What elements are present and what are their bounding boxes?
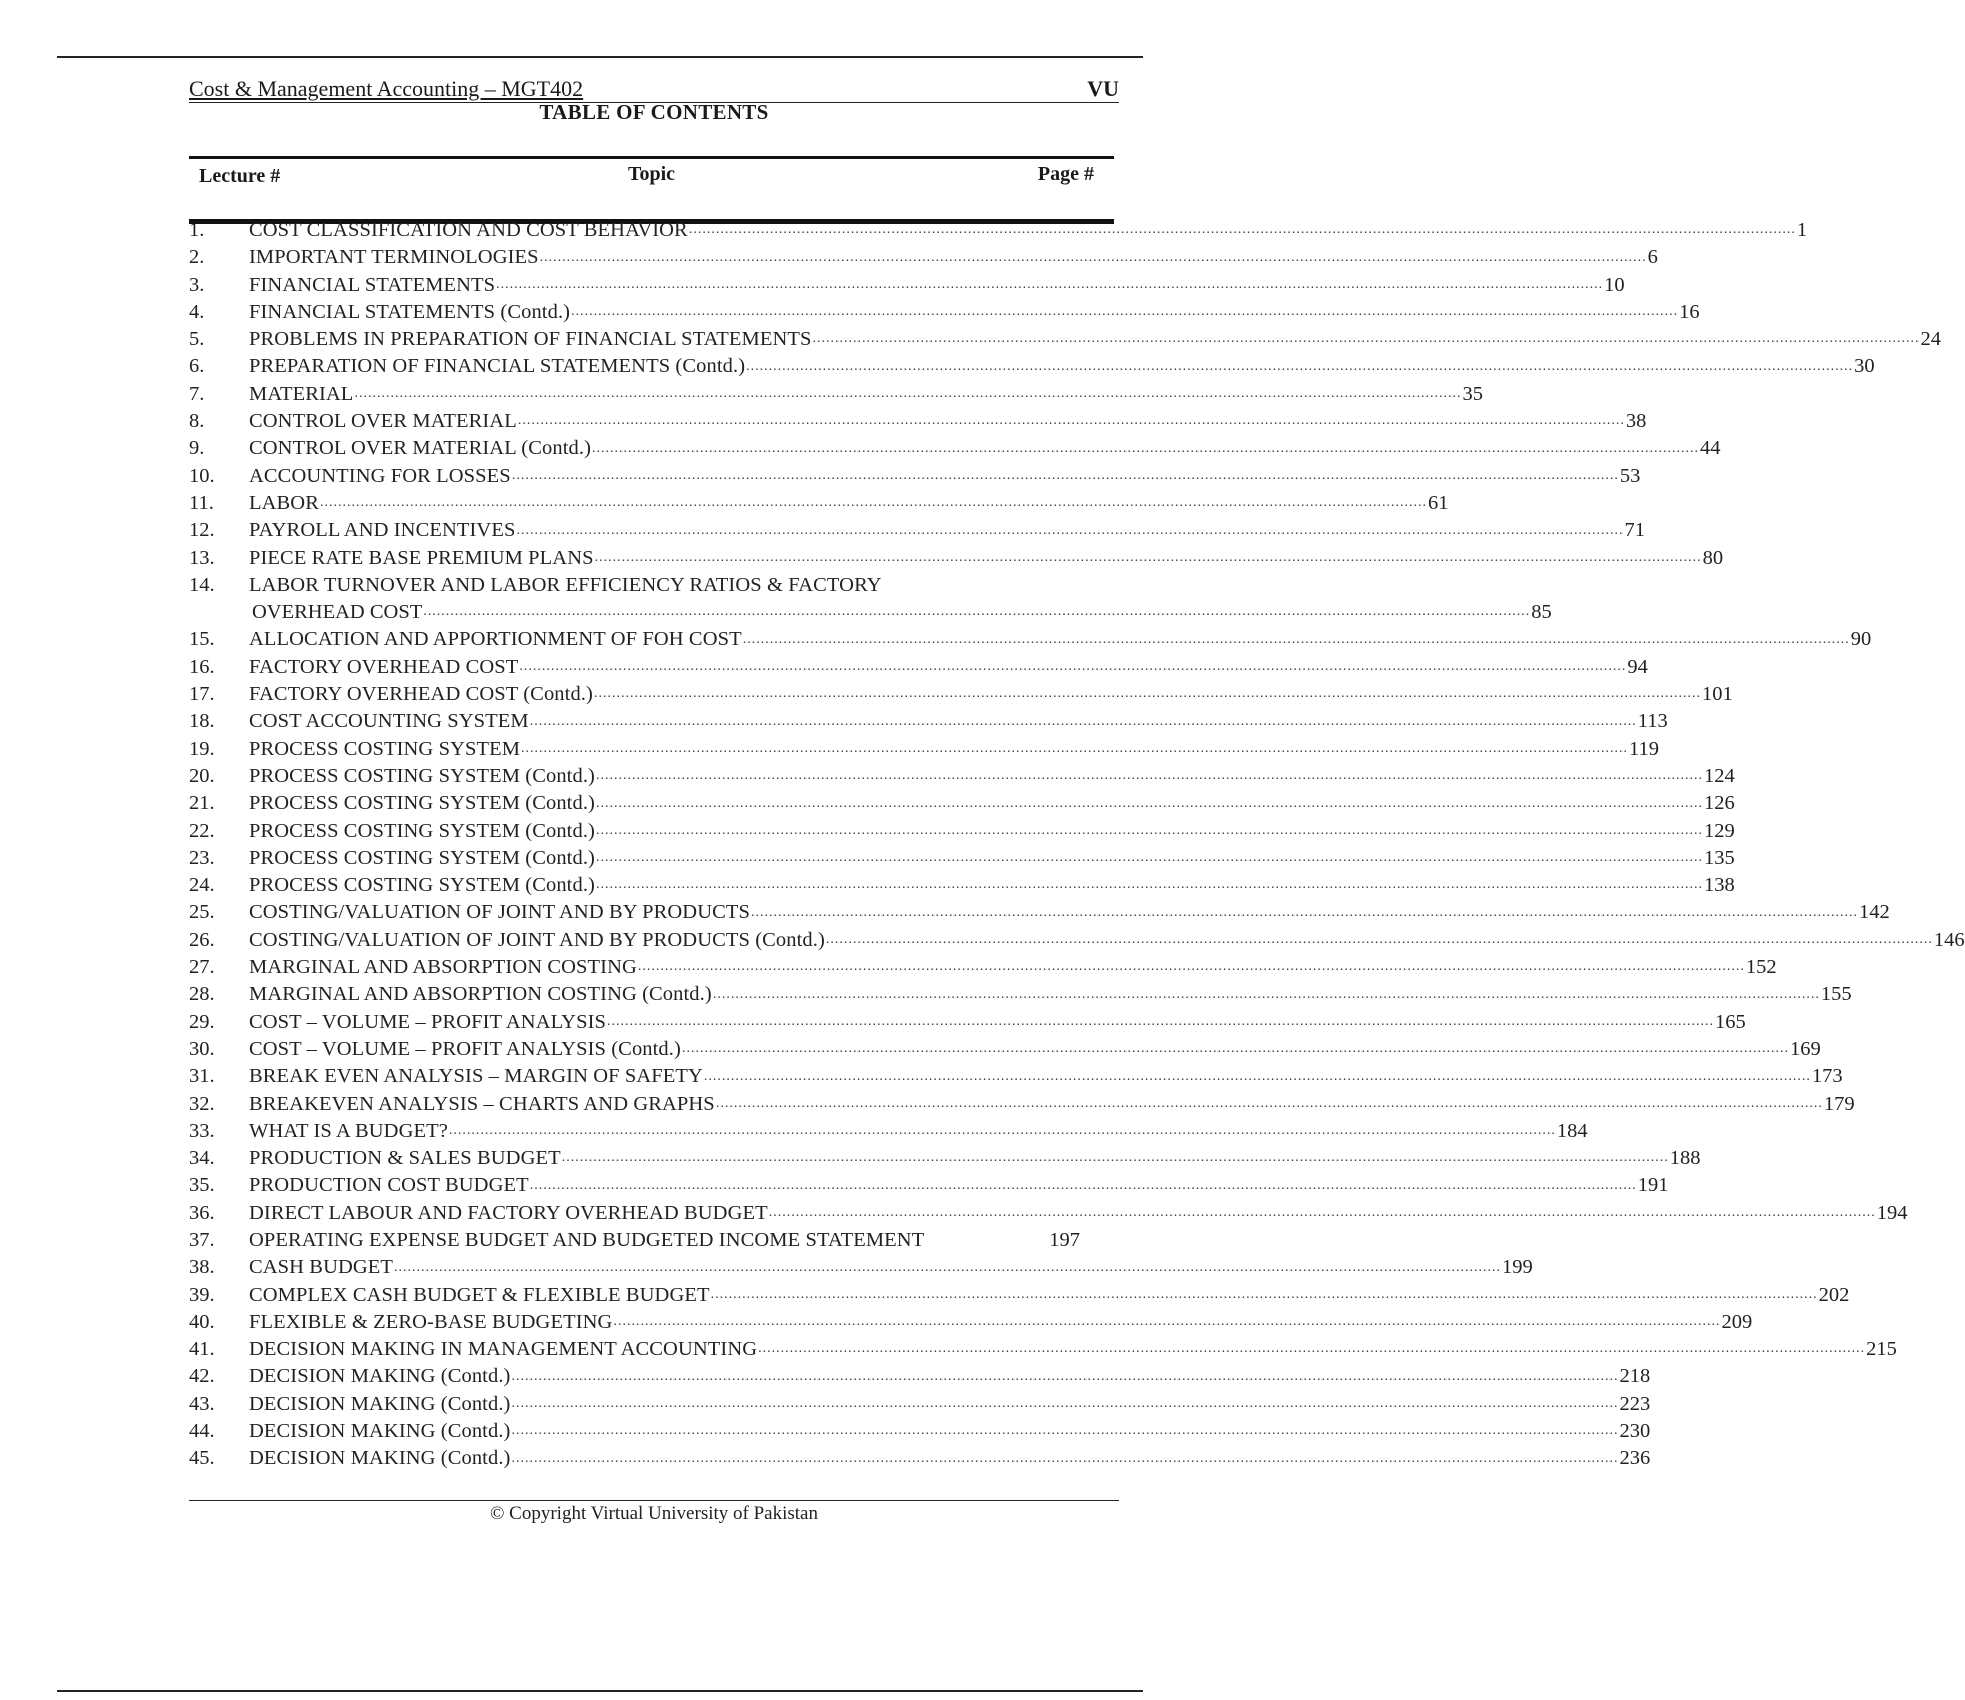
dot-leader: [813, 329, 1920, 349]
page-number: 179: [1823, 1092, 1855, 1115]
toc-entry[interactable]: [189, 1363, 1651, 1390]
toc-entry-body: [249, 872, 1735, 899]
lecture-number: 31.: [189, 1065, 215, 1088]
lecture-topic: COSTING/VALUATION OF JOINT AND BY PRODUCTS (Contd.): [249, 928, 825, 951]
toc-entry-body: [249, 708, 1668, 735]
toc-entry[interactable]: [189, 463, 1641, 490]
page-number: 173: [1811, 1065, 1843, 1088]
toc-entry-body: [249, 818, 1735, 845]
lecture-topic: MATERIAL: [249, 382, 354, 405]
lecture-topic: PAYROLL AND INCENTIVES: [249, 519, 516, 542]
toc-entry-body: [249, 1363, 1651, 1390]
dot-leader: [746, 357, 1853, 377]
dot-leader: [638, 957, 1745, 977]
lecture-topic: PROBLEMS IN PREPARATION OF FINANCIAL STATEMENTS: [249, 328, 812, 351]
lecture-number: 6.: [189, 355, 205, 378]
toc-entry-body: [249, 1336, 1897, 1363]
toc-entry[interactable]: [189, 818, 1735, 845]
toc-entry-body: [249, 1391, 1651, 1418]
page-number: 230: [1619, 1420, 1651, 1443]
dot-leader: [511, 1449, 1618, 1469]
lecture-topic: PROCESS COSTING SYSTEM (Contd.): [249, 874, 595, 897]
toc-entry[interactable]: [189, 517, 1645, 544]
lecture-topic: BREAK EVEN ANALYSIS – MARGIN OF SAFETY: [249, 1065, 703, 1088]
toc-entry-body: [249, 244, 1658, 271]
toc-entry-body: [249, 1091, 1855, 1118]
toc-entry-body: [249, 763, 1735, 790]
toc-entry[interactable]: [189, 1391, 1651, 1418]
toc-entry-body: [249, 1254, 1533, 1281]
lecture-number: 32.: [189, 1092, 215, 1115]
dot-leader: [354, 384, 1461, 404]
toc-entry-body: [249, 545, 1724, 572]
lecture-topic: FLEXIBLE & ZERO-BASE BUDGETING: [249, 1310, 613, 1333]
toc-entry-body: [249, 1418, 1651, 1445]
institution-label: VU: [1087, 76, 1119, 101]
toc-entry[interactable]: [189, 1145, 1701, 1172]
toc-entry[interactable]: [189, 1282, 1850, 1309]
lecture-number: 25.: [189, 901, 215, 924]
dot-leader: [595, 548, 1702, 568]
toc-entry[interactable]: [189, 408, 1647, 435]
dot-leader: [423, 602, 1530, 622]
lecture-topic: WHAT IS A BUDGET?: [249, 1119, 448, 1142]
page-number: 218: [1619, 1365, 1651, 1388]
toc-entry-body: [249, 299, 1700, 326]
page-number: 101: [1701, 683, 1733, 706]
toc-entry-body: [249, 927, 1965, 954]
toc-entry-body: [249, 217, 1808, 244]
toc-entry-body: [249, 435, 1721, 462]
dot-leader: [562, 1148, 1669, 1168]
dot-leader: [751, 903, 1858, 923]
toc-entry-body: [249, 626, 1872, 653]
lecture-number: 7.: [189, 382, 205, 405]
toc-entry-body: [249, 1227, 1080, 1254]
page-number: 236: [1619, 1447, 1651, 1470]
topic-column-header: Topic: [627, 163, 676, 185]
lecture-number: 39.: [189, 1283, 215, 1306]
page-number: 194: [1876, 1201, 1908, 1224]
dot-leader: [682, 1039, 1789, 1059]
lecture-topic: OPERATING EXPENSE BUDGET AND BUDGETED INCOME STATEMENT: [249, 1228, 925, 1251]
page-number: 169: [1789, 1037, 1821, 1060]
toc-entry[interactable]: [189, 545, 1724, 572]
lecture-number: 4.: [189, 300, 205, 323]
toc-entry[interactable]: [189, 217, 1808, 244]
dot-leader: [826, 930, 1933, 950]
lecture-topic: MARGINAL AND ABSORPTION COSTING (Contd.): [249, 983, 712, 1006]
toc-entry[interactable]: [189, 899, 1890, 926]
page-number: 126: [1703, 792, 1735, 815]
lecture-topic: COST – VOLUME – PROFIT ANALYSIS: [249, 1010, 607, 1033]
lecture-number: 34.: [189, 1147, 215, 1170]
toc-entry-body: [249, 408, 1647, 435]
toc-entry[interactable]: [189, 736, 1660, 763]
toc-entry[interactable]: [189, 708, 1668, 735]
dot-leader: [704, 1067, 1811, 1087]
page-number: 38: [1625, 410, 1647, 433]
lecture-topic: ALLOCATION AND APPORTIONMENT OF FOH COST: [249, 628, 742, 651]
lecture-number: 40.: [189, 1310, 215, 1333]
lecture-number: 36.: [189, 1201, 215, 1224]
dot-leader: [711, 1285, 1818, 1305]
dot-leader: [512, 466, 1619, 486]
page-header: [189, 74, 1119, 103]
toc-entry[interactable]: [189, 490, 1449, 517]
lecture-number: 16.: [189, 655, 215, 678]
toc-entry[interactable]: [189, 845, 1735, 872]
toc-entry-body: [249, 463, 1641, 490]
toc-entry[interactable]: [189, 681, 1733, 708]
footer-rule: [189, 1500, 1119, 1501]
dot-leader: [592, 439, 1699, 459]
dot-leader: [689, 220, 1796, 240]
lecture-topic: PRODUCTION COST BUDGET: [249, 1174, 529, 1197]
lecture-number: 9.: [189, 437, 205, 460]
toc-entry[interactable]: [189, 1418, 1651, 1445]
lecture-topic: FINANCIAL STATEMENTS: [249, 273, 496, 296]
lecture-number: 2.: [189, 246, 205, 269]
dot-leader: [596, 821, 1703, 841]
page-number: 223: [1619, 1392, 1651, 1415]
page-number: 191: [1637, 1174, 1669, 1197]
lecture-topic: IMPORTANT TERMINOLOGIES: [249, 246, 539, 269]
lecture-number: 15.: [189, 628, 215, 651]
toc-entry-body: [249, 981, 1852, 1008]
page-number: 138: [1703, 874, 1735, 897]
lecture-number: 45.: [189, 1447, 215, 1470]
page-number: 152: [1745, 956, 1777, 979]
lecture-number: 20.: [189, 764, 215, 787]
lecture-topic-continuation: OVERHEAD COST: [252, 601, 423, 624]
lecture-number: 12.: [189, 519, 215, 542]
toc-entry-body: [249, 681, 1733, 708]
lecture-number: 26.: [189, 928, 215, 951]
page-title: TABLE OF CONTENTS: [539, 100, 769, 124]
lecture-topic: FINANCIAL STATEMENTS (Contd.): [249, 300, 571, 323]
lecture-number: 33.: [189, 1119, 215, 1142]
dot-leader: [596, 794, 1703, 814]
dot-leader: [743, 630, 1850, 650]
toc-entry[interactable]: [189, 435, 1721, 462]
lecture-topic: BREAKEVEN ANALYSIS – CHARTS AND GRAPHS: [249, 1092, 715, 1115]
lecture-topic: LABOR: [249, 491, 319, 514]
dot-leader: [516, 521, 1623, 541]
bottom-page-rule: [57, 1690, 1143, 1692]
toc-entry-body: [249, 326, 1942, 353]
lecture-topic: COMPLEX CASH BUDGET & FLEXIBLE BUDGET: [249, 1283, 710, 1306]
dot-leader: [530, 712, 1637, 732]
lecture-topic: PROCESS COSTING SYSTEM: [249, 737, 521, 760]
lecture-topic: CONTROL OVER MATERIAL (Contd.): [249, 437, 591, 460]
lecture-number: 3.: [189, 273, 205, 296]
page-number: 215: [1866, 1338, 1897, 1361]
lecture-topic: COST – VOLUME – PROFIT ANALYSIS (Contd.): [249, 1037, 681, 1060]
lecture-topic: COST ACCOUNTING SYSTEM: [249, 710, 529, 733]
page-number: 94: [1627, 655, 1648, 678]
toc-entry[interactable]: [189, 763, 1735, 790]
toc-entry[interactable]: [189, 1200, 1908, 1227]
page-number: 53: [1619, 464, 1641, 487]
page-number: 80: [1702, 546, 1724, 569]
dot-leader: [596, 875, 1703, 895]
lecture-topic: COST CLASSIFICATION AND COST BEHAVIOR: [249, 219, 688, 241]
lecture-number: 13.: [189, 546, 215, 569]
dot-leader: [511, 1421, 1618, 1441]
page-number: 113: [1637, 710, 1668, 733]
lecture-topic: DECISION MAKING (Contd.): [249, 1392, 511, 1415]
toc-entry[interactable]: [189, 572, 1552, 627]
toc-entry-body: [249, 1118, 1588, 1145]
toc-entry-body: [249, 1063, 1843, 1090]
page-number: 61: [1427, 491, 1449, 514]
dot-leader: [521, 739, 1628, 759]
lecture-number: 17.: [189, 683, 215, 706]
lecture-number: 35.: [189, 1174, 215, 1197]
lecture-topic: PIECE RATE BASE PREMIUM PLANS: [249, 546, 594, 569]
toc-entry[interactable]: [189, 272, 1625, 299]
lecture-topic: PREPARATION OF FINANCIAL STATEMENTS (Contd.): [249, 355, 746, 378]
toc-entry-body: [249, 654, 1648, 681]
toc-entry[interactable]: [189, 927, 1965, 954]
toc-entry-body: [249, 272, 1625, 299]
lecture-topic: DECISION MAKING IN MANAGEMENT ACCOUNTING: [249, 1338, 758, 1361]
page-number: 30: [1854, 355, 1875, 378]
toc-entry-body: [249, 1145, 1701, 1172]
lecture-number: 14.: [189, 573, 215, 596]
page-number: 1: [1796, 219, 1808, 241]
toc-entry-body: [249, 899, 1890, 926]
page-number: 35: [1462, 382, 1483, 405]
lecture-number: 42.: [189, 1365, 215, 1388]
lecture-topic: FACTORY OVERHEAD COST: [249, 655, 519, 678]
toc-header-row: [189, 156, 1114, 224]
dot-leader: [596, 848, 1703, 868]
top-page-rule: [57, 56, 1143, 58]
lecture-number: 21.: [189, 792, 215, 815]
page-number: 188: [1669, 1147, 1701, 1170]
toc-entry-body: [249, 517, 1645, 544]
lecture-number: 43.: [189, 1392, 215, 1415]
lecture-topic: LABOR TURNOVER AND LABOR EFFICIENCY RATIOS & FACTORY: [249, 573, 882, 596]
lecture-number: 27.: [189, 956, 215, 979]
dot-leader: [530, 1176, 1637, 1196]
page-number: 209: [1721, 1310, 1753, 1333]
lecture-topic: COSTING/VALUATION OF JOINT AND BY PRODUCTS: [249, 901, 750, 924]
lecture-number: 30.: [189, 1037, 215, 1060]
page-number: 124: [1703, 764, 1735, 787]
toc-entry-body: [249, 490, 1449, 517]
toc-entry[interactable]: [189, 353, 1875, 380]
page-number: 135: [1703, 846, 1735, 869]
lecture-number: 5.: [189, 328, 205, 351]
lecture-topic: PRODUCTION & SALES BUDGET: [249, 1147, 561, 1170]
lecture-number: 37.: [189, 1228, 215, 1251]
lecture-number: 10.: [189, 464, 215, 487]
lecture-topic: PROCESS COSTING SYSTEM (Contd.): [249, 792, 595, 815]
toc-entry[interactable]: [189, 1091, 1855, 1118]
toc-list: [189, 217, 1965, 1473]
lecture-number: 29.: [189, 1010, 215, 1033]
dot-leader: [320, 493, 1427, 513]
page-number: 155: [1820, 983, 1852, 1006]
toc-entry-body: [249, 954, 1777, 981]
toc-entry[interactable]: [189, 1118, 1588, 1145]
toc-entry-body: [249, 845, 1735, 872]
lecture-topic: FACTORY OVERHEAD COST (Contd.): [249, 683, 593, 706]
lecture-topic: DIRECT LABOUR AND FACTORY OVERHEAD BUDGET: [249, 1201, 768, 1224]
toc-entry[interactable]: [189, 244, 1658, 271]
lecture-number: 22.: [189, 819, 215, 842]
toc-entry-body: [249, 1200, 1908, 1227]
dot-leader: [519, 657, 1626, 677]
course-title: Cost & Management Accounting – MGT402: [189, 76, 584, 101]
page-number: 199: [1502, 1256, 1533, 1279]
dot-leader: [716, 1094, 1823, 1114]
toc-entry-body: [249, 572, 1552, 627]
lecture-number: 28.: [189, 983, 215, 1006]
dot-leader: [758, 1339, 1865, 1359]
toc-entry[interactable]: [189, 1036, 1821, 1063]
lecture-number: 11.: [189, 491, 214, 514]
page-number: 142: [1859, 901, 1890, 924]
toc-entry[interactable]: [189, 1063, 1843, 1090]
toc-entry[interactable]: [189, 981, 1852, 1008]
lecture-topic: DECISION MAKING (Contd.): [249, 1447, 511, 1470]
page-number: 129: [1703, 819, 1735, 842]
lecture-topic: MARGINAL AND ABSORPTION COSTING: [249, 956, 637, 979]
page-number: 202: [1818, 1283, 1850, 1306]
lecture-topic: CASH BUDGET: [249, 1256, 394, 1279]
page-number: 71: [1624, 519, 1645, 542]
dot-leader: [607, 1012, 1714, 1032]
toc-entry-body: [249, 790, 1735, 817]
copyright-notice: © Copyright Virtual University of Pakistan: [489, 1503, 818, 1524]
toc-entry-body: [249, 381, 1483, 408]
toc-entry-continuation-line: [249, 599, 1552, 626]
lecture-number: 41.: [189, 1338, 215, 1361]
toc-entry-body: [249, 353, 1875, 380]
toc-entry[interactable]: [189, 654, 1648, 681]
lecture-topic: PROCESS COSTING SYSTEM (Contd.): [249, 764, 595, 787]
toc-entry-body: [249, 1309, 1753, 1336]
toc-entry-body: [249, 1036, 1821, 1063]
lecture-number: 19.: [189, 737, 215, 760]
toc-entry[interactable]: [189, 1254, 1533, 1281]
toc-entry[interactable]: [189, 790, 1735, 817]
lecture-topic: DECISION MAKING (Contd.): [249, 1420, 511, 1443]
lecture-topic: ACCOUNTING FOR LOSSES: [249, 464, 511, 487]
page-number: 16: [1679, 300, 1700, 323]
page-number: 184: [1556, 1119, 1588, 1142]
dot-leader: [596, 766, 1703, 786]
toc-entry-body: [249, 1172, 1669, 1199]
page-number: 119: [1629, 737, 1660, 760]
toc-entry-body: [249, 1282, 1850, 1309]
lecture-topic: CONTROL OVER MATERIAL: [249, 410, 517, 433]
lecture-topic: PROCESS COSTING SYSTEM (Contd.): [249, 819, 595, 842]
toc-entry[interactable]: [189, 1445, 1651, 1472]
dot-leader: [571, 302, 1678, 322]
lecture-number: 1.: [189, 219, 205, 241]
toc-entry-body: [249, 736, 1660, 763]
toc-entry[interactable]: [189, 381, 1483, 408]
lecture-column-header: Lecture #: [199, 165, 281, 187]
page-column-header: Page #: [1037, 163, 1094, 185]
toc-entry[interactable]: [189, 1227, 1080, 1254]
dot-leader: [769, 1203, 1876, 1223]
toc-entry[interactable]: [189, 299, 1700, 326]
page-number: 44: [1700, 437, 1721, 460]
dot-leader: [518, 411, 1625, 431]
page-number: 197: [1049, 1228, 1080, 1251]
toc-entry[interactable]: [189, 954, 1777, 981]
toc-entry[interactable]: [189, 1336, 1897, 1363]
toc-entry[interactable]: [189, 872, 1735, 899]
dot-leader: [594, 684, 1701, 704]
page-number: 10: [1604, 273, 1625, 296]
lecture-number: 44.: [189, 1420, 215, 1443]
dot-leader: [449, 1121, 1556, 1141]
page-number: 85: [1531, 601, 1552, 624]
page-number: 165: [1715, 1010, 1746, 1033]
lecture-number: 38.: [189, 1256, 215, 1279]
lecture-number: 24.: [189, 874, 215, 897]
dot-leader: [511, 1394, 1618, 1414]
toc-entry[interactable]: [189, 1172, 1669, 1199]
lecture-topic: DECISION MAKING (Contd.): [249, 1365, 511, 1388]
dot-leader: [713, 985, 1820, 1005]
toc-entry[interactable]: [189, 1009, 1746, 1036]
toc-entry[interactable]: [189, 626, 1872, 653]
lecture-number: 8.: [189, 410, 205, 433]
lecture-topic: PROCESS COSTING SYSTEM (Contd.): [249, 846, 595, 869]
dot-leader: [496, 275, 1603, 295]
page-number: 24: [1920, 328, 1942, 351]
dot-leader: [540, 248, 1647, 268]
toc-entry-body: [249, 1009, 1746, 1036]
toc-entry[interactable]: [189, 1309, 1753, 1336]
page-number: 6: [1647, 246, 1658, 269]
lecture-number: 18.: [189, 710, 215, 733]
page-number: 90: [1850, 628, 1872, 651]
toc-entry-body: [249, 1445, 1651, 1472]
toc-entry[interactable]: [189, 326, 1942, 353]
lecture-number: 23.: [189, 846, 215, 869]
dot-leader: [511, 1367, 1618, 1387]
dot-leader: [613, 1312, 1720, 1332]
dot-leader: [394, 1258, 1501, 1278]
page-number: 146: [1933, 928, 1965, 951]
